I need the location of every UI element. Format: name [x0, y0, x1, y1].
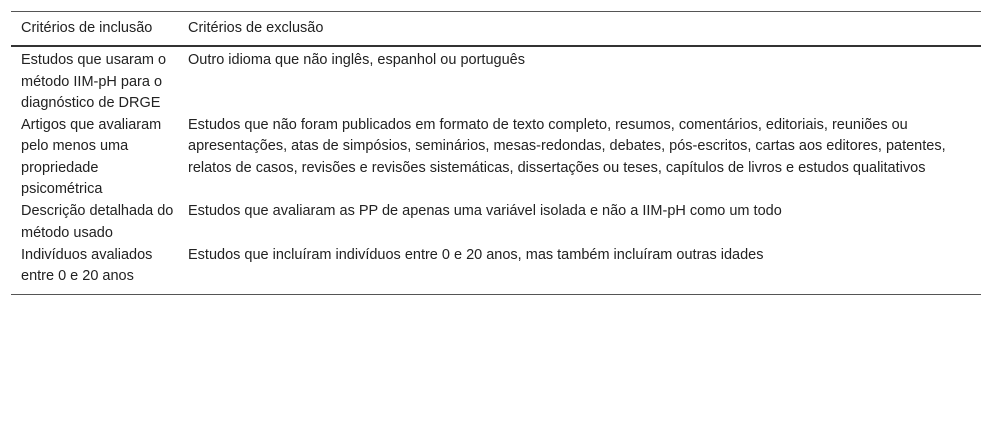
table-header: [11, 12, 981, 47]
table-row: [11, 200, 981, 244]
table-row: [11, 46, 981, 114]
header-row: [11, 12, 981, 47]
header-inclusion: Critérios de inclusão: [21, 20, 153, 36]
exclusion-cell: Estudos que não foram publicados em formato de texto completo, resumos, comentários, editoriais, reuniões ou apresentações, atas de simpósios, seminários, mesas-redondas, debates, pós-escritos, cartas aos editores, patentes, relatos de casos, revisões e revisões sistemáticas, dissertações ou teses, capítulos de livros e estudos qualitativos: [188, 117, 946, 176]
exclusion-cell: Estudos que incluíram indivíduos entre 0 e 20 anos, mas também incluíram outras idades: [188, 246, 764, 263]
table-row: [11, 114, 981, 200]
criteria-table: [11, 11, 981, 295]
header-exclusion: Critérios de exclusão: [188, 20, 324, 36]
table-body: [11, 46, 981, 294]
criteria-table-container: [11, 11, 981, 295]
inclusion-cell: Descrição detalhada do método usado: [21, 203, 174, 241]
inclusion-cell: Indivíduos avaliados entre 0 e 20 anos: [21, 246, 153, 285]
exclusion-cell: Outro idioma que não inglês, espanhol ou português: [188, 52, 525, 69]
inclusion-cell: Estudos que usaram o método IIM-pH para o diagnóstico de DRGE: [21, 52, 167, 111]
inclusion-cell: Artigos que avaliaram pelo menos uma propriedade psicométrica: [21, 117, 162, 198]
table-row: [11, 244, 981, 294]
exclusion-cell: Estudos que avaliaram as PP de apenas uma variável isolada e não a IIM-pH como um todo: [188, 203, 782, 220]
